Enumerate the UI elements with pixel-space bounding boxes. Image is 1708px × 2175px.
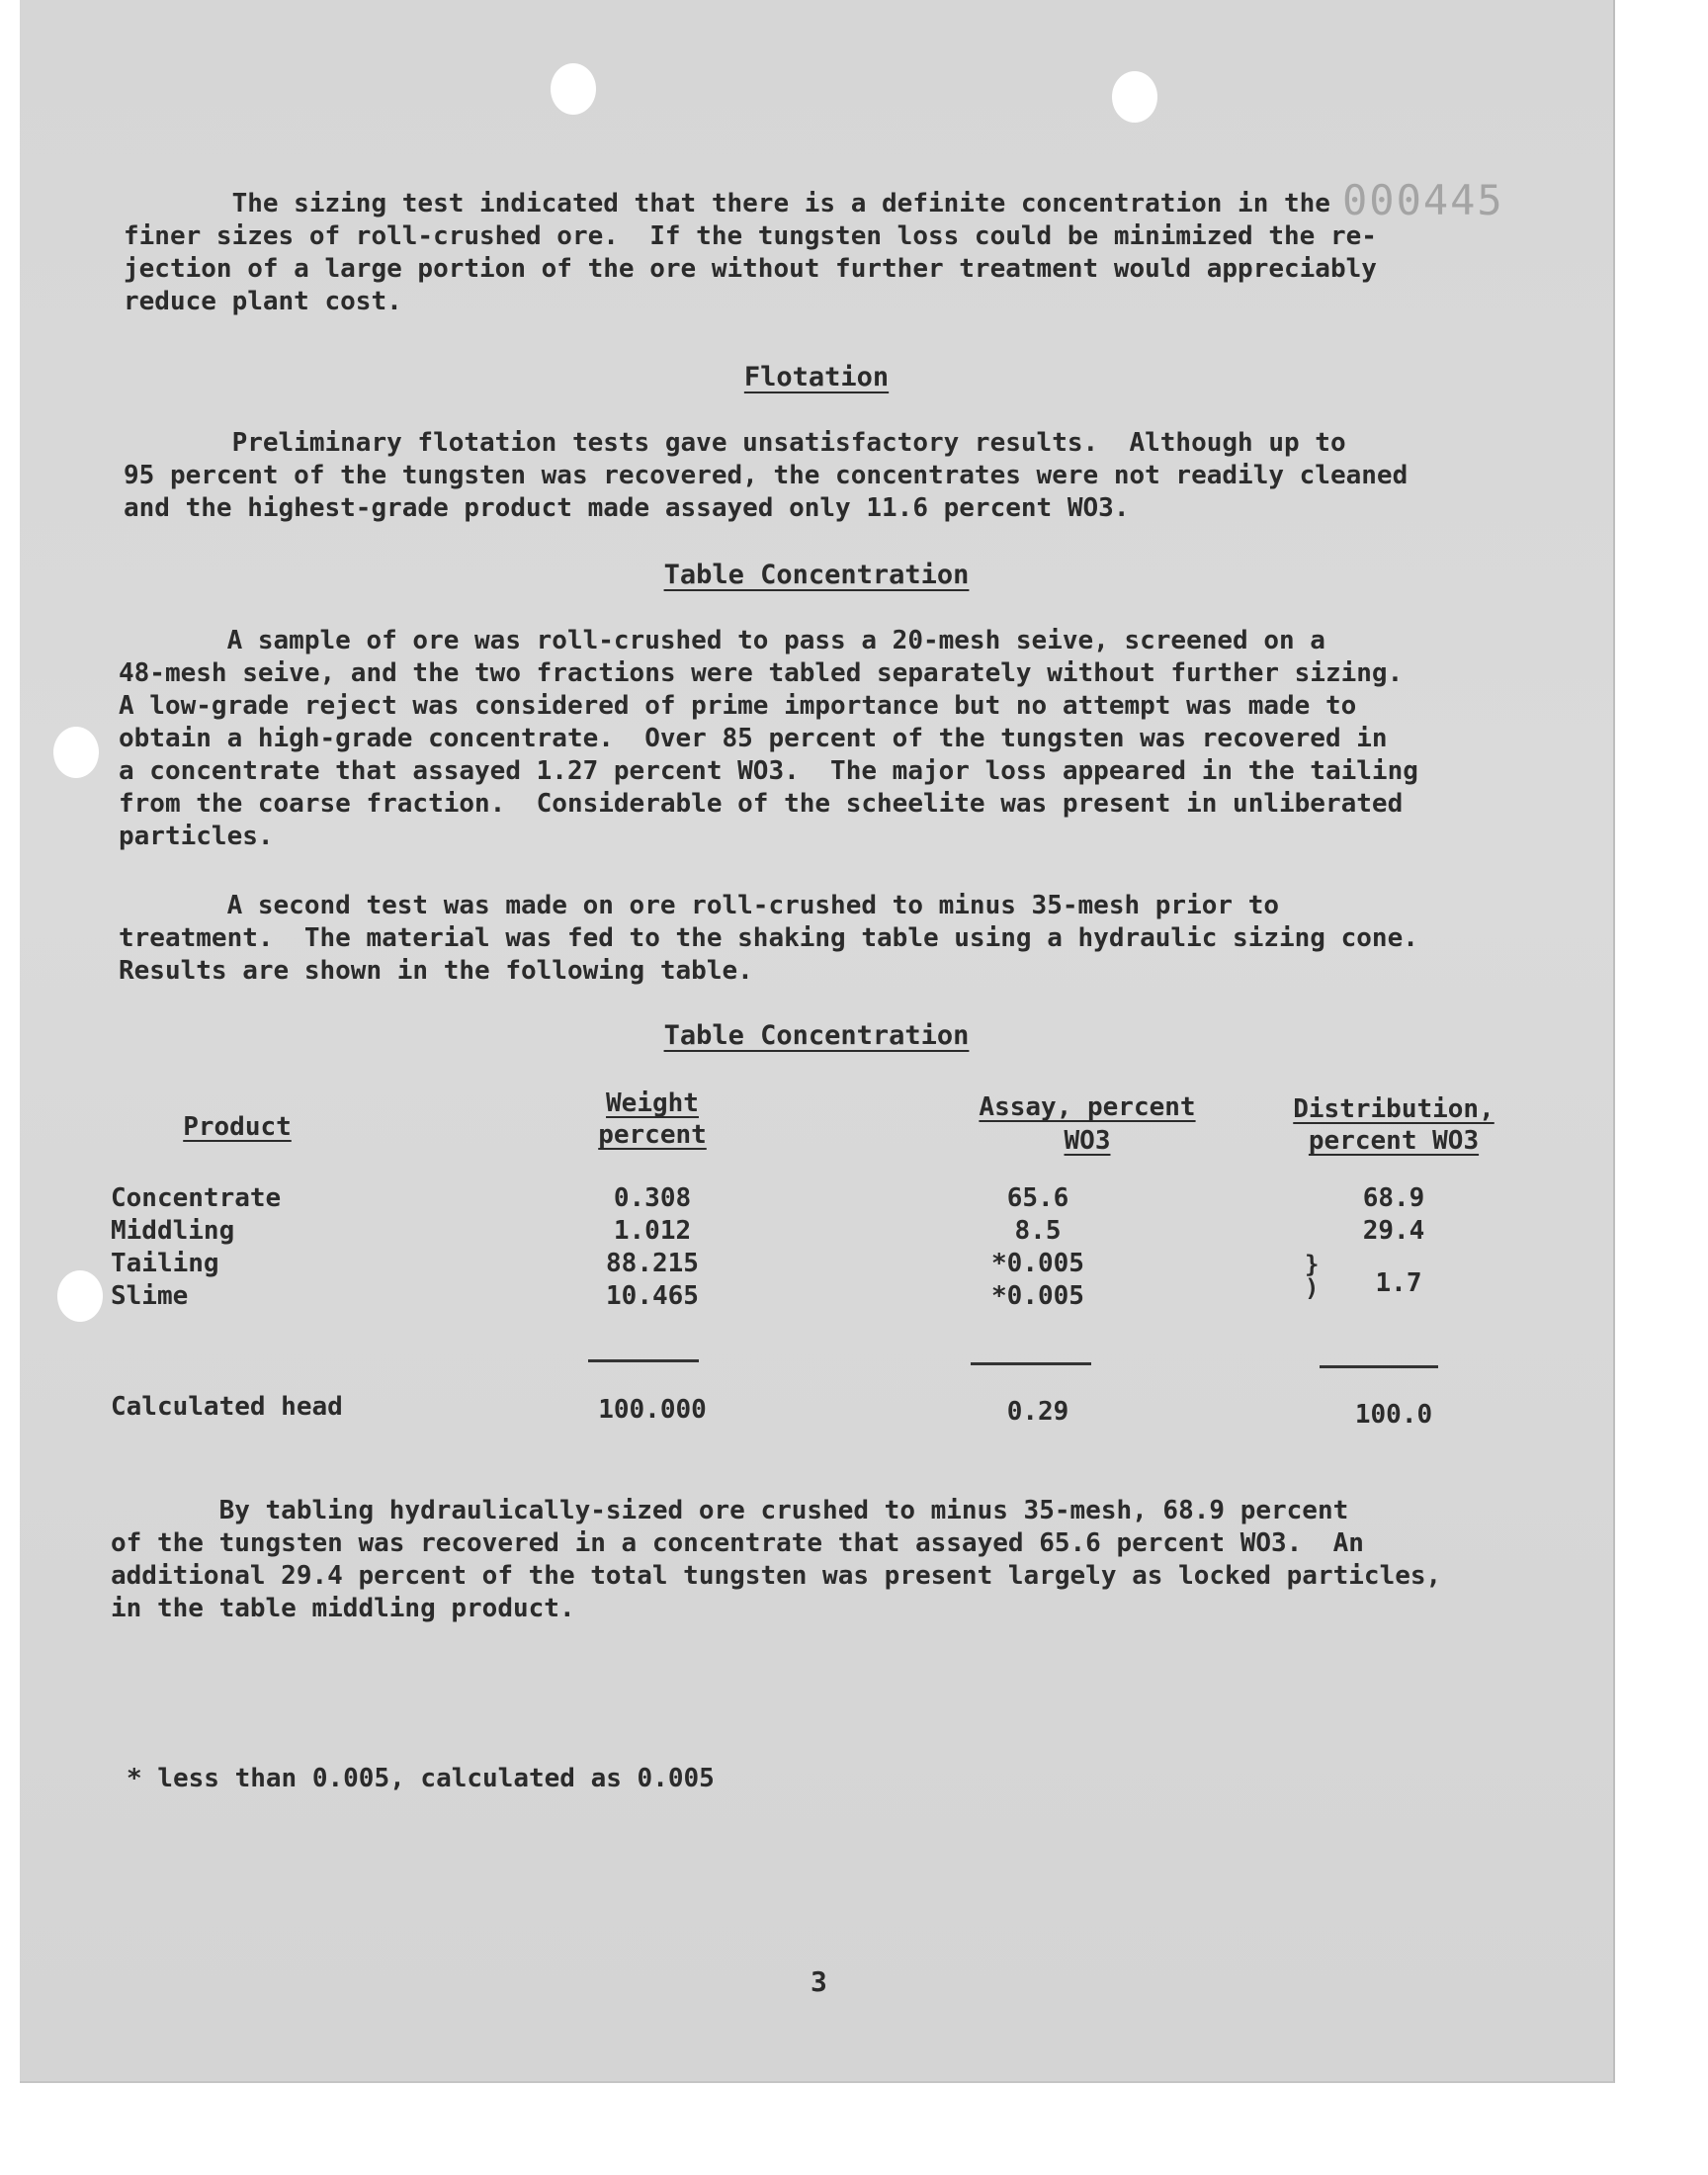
paragraph-sizing-test: The sizing test indicated that there is a definite concentration in the finer sizes of roll-crushed ore. If the tungsten loss could be minimized the re- jection of a large portion of the ore without further treatment would appreciably reduce plant cost. [124,189,1377,316]
column-header-product: Product [183,1112,292,1142]
punch-hole [53,727,99,778]
row-assay: *0.005 [991,1281,1084,1311]
total-row-product: Calculated head [111,1392,343,1422]
heading-flotation: Flotation [743,362,890,392]
row-weight: 10.465 [606,1281,699,1311]
column-header-distribution-unit: percent WO3 [1308,1126,1480,1156]
punch-hole [551,63,596,115]
paragraph-second-test: A second test was made on ore roll-crushed to minus 35-mesh prior to treatment. The material was fed to the shaking table using a hydraulic sizing cone. Results are shown in the following table. [119,891,1418,986]
total-row-assay: 0.29 [1006,1397,1069,1427]
brace-symbol: ) [1305,1274,1320,1302]
row-assay: 8.5 [1014,1216,1062,1246]
column-header-weight-unit: percent [598,1120,707,1150]
punch-hole [1112,71,1157,123]
row-product: Middling [111,1216,235,1246]
page-number: 3 [811,1965,827,1998]
row-assay: *0.005 [991,1249,1084,1278]
heading-table-concentration-1: Table Concentration [663,560,970,590]
document-page [20,0,1615,2083]
row-product: Tailing [111,1249,219,1278]
total-row-weight: 100.000 [598,1395,707,1425]
paragraph-results-summary: By tabling hydraulically-sized ore crushed to minus 35-mesh, 68.9 percent of the tungsten was recovered in a concentrate that assayed 65.6 percent WO3. An additional 29.4 percent of the total tungsten was present largely as locked particles, in the table middling product. [111,1496,1442,1623]
total-rule [1320,1365,1438,1368]
total-rule [971,1362,1091,1365]
paragraph-flotation: Preliminary flotation tests gave unsatisfactory results. Although up to 95 percent of the tungsten was recovered, the concentrates were not readily cleaned and the highest-grade product made assayed only 11.6 percent WO3. [124,428,1409,523]
document-stamp-number: 000445 [1342,176,1504,224]
row-product: Slime [111,1281,189,1311]
row-assay: 65.6 [1006,1183,1069,1213]
row-weight: 0.308 [613,1183,692,1213]
punch-hole [57,1270,103,1322]
row-distribution: 29.4 [1362,1216,1425,1246]
paragraph-table-concentration: A sample of ore was roll-crushed to pass a 20-mesh seive, screened on a 48-mesh seive, and the two fractions were tabled separately without further sizing. A low-grade reject was considered of prime importance but no attempt was made to obtain a high-grade concentrate. Over 85 percent of the tungsten was recovered in a concentrate that assayed 1.27 percent WO3. The major loss appeared in the tailing from the coarse fraction. Considerable of the scheelite was present in unliberated particles. [119,626,1418,851]
row-weight: 88.215 [606,1249,699,1278]
column-header-distribution: Distribution, [1293,1094,1494,1124]
total-row-distribution: 100.0 [1354,1400,1433,1430]
footnote: * less than 0.005, calculated as 0.005 [127,1764,715,1793]
column-header-weight: Weight [606,1088,699,1118]
row-weight: 1.012 [613,1216,692,1246]
row-distribution: 68.9 [1362,1183,1425,1213]
combined-distribution: 1.7 [1375,1268,1422,1298]
column-header-assay-unit: WO3 [1064,1126,1111,1156]
heading-table-concentration-2: Table Concentration [663,1020,970,1051]
total-rule [588,1359,699,1362]
row-product: Concentrate [111,1183,282,1213]
column-header-assay: Assay, percent [979,1092,1196,1122]
brace-symbol: } [1305,1251,1320,1278]
